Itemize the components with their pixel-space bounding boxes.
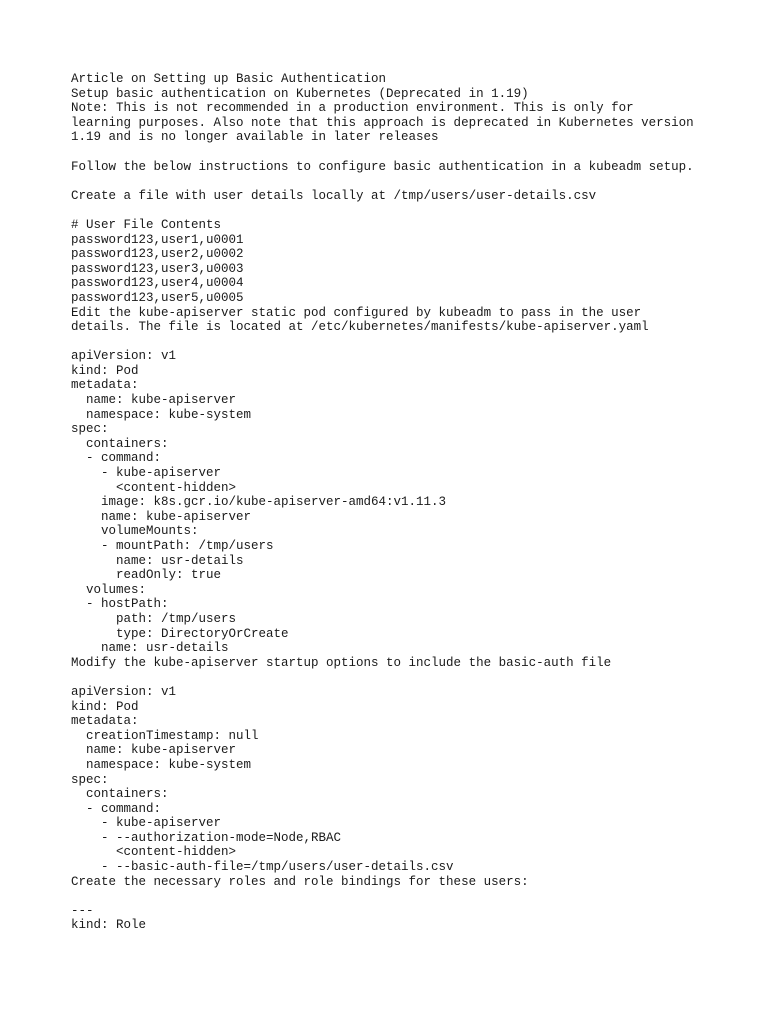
text-line: kind: Pod	[71, 699, 139, 714]
text-line: volumes:	[71, 582, 147, 597]
text-line: Follow the below instructions to configure basic authentication in a kubeadm setup.	[71, 159, 694, 174]
text-line: password123,user3,u0003	[71, 261, 244, 276]
text-line: password123,user5,u0005	[71, 290, 244, 305]
text-line: - mountPath: /tmp/users	[71, 539, 274, 553]
text-line: - kube-apiserver	[71, 466, 222, 481]
text-line: learning purposes. Also note that this approach is deprecated in Kubernetes version	[71, 115, 694, 130]
text-line: Article on Setting up Basic Authentication	[71, 72, 387, 86]
text-line: volumeMounts:	[71, 524, 199, 539]
text-line: metadata:	[71, 714, 139, 729]
text-line: password123,user4,u0004	[71, 276, 244, 291]
text-line: kind: Role	[71, 918, 147, 933]
text-line: namespace: kube-system	[71, 757, 252, 772]
text-line: password123,user2,u0002	[71, 247, 244, 262]
text-line: kind: Pod	[71, 363, 139, 378]
text-line: path: /tmp/users	[71, 611, 237, 626]
text-line: - hostPath:	[71, 597, 169, 612]
text-line: apiVersion: v1	[71, 684, 177, 699]
text-line: Note: This is not recommended in a production environment. This is only for	[71, 101, 634, 116]
text-line: name: kube-apiserver	[71, 743, 237, 758]
blank-line	[71, 335, 751, 350]
text-line: - command:	[71, 451, 162, 466]
text-line: Create a file with user details locally at /tmp/users/user-details.csv	[71, 188, 597, 203]
text-line: password123,user1,u0001	[71, 232, 244, 247]
blank-line	[71, 889, 751, 904]
text-line: type: DirectoryOrCreate	[71, 626, 289, 641]
document-body	[71, 72, 751, 933]
text-line: - kube-apiserver	[71, 816, 222, 831]
text-line: Create the necessary roles and role bindings for these users:	[71, 874, 529, 889]
text-line: # User File Contents	[71, 217, 222, 232]
text-line: namespace: kube-system	[71, 407, 252, 422]
text-line: creationTimestamp: null	[71, 728, 259, 743]
text-line: <content-hidden>	[71, 845, 237, 860]
text-line: readOnly: true	[71, 568, 222, 583]
text-line: metadata:	[71, 378, 139, 393]
text-line: name: usr-details	[71, 553, 244, 568]
blank-line	[71, 174, 751, 189]
text-line: Setup basic authentication on Kubernetes (Deprecated in 1.19)	[71, 86, 529, 101]
text-line: name: kube-apiserver	[71, 393, 237, 408]
text-line: containers:	[71, 436, 169, 451]
text-line: 1.19 and is no longer available in later releases	[71, 130, 439, 145]
blank-line	[71, 145, 751, 160]
text-line: name: usr-details	[71, 641, 229, 656]
text-line: - --basic-auth-file=/tmp/users/user-details.csv	[71, 860, 454, 875]
text-line: apiVersion: v1	[71, 349, 177, 364]
text-line: <content-hidden>	[71, 480, 237, 495]
text-line: spec:	[71, 772, 109, 787]
text-line: name: kube-apiserver	[71, 509, 252, 524]
text-line: details. The file is located at /etc/kubernetes/manifests/kube-apiserver.yaml	[71, 320, 649, 335]
blank-line	[71, 670, 751, 685]
blank-line	[71, 203, 751, 218]
text-line: - --authorization-mode=Node,RBAC	[71, 830, 342, 845]
text-line: Edit the kube-apiserver static pod configured by kubeadm to pass in the user	[71, 305, 642, 320]
text-line: containers:	[71, 787, 169, 802]
text-line: image: k8s.gcr.io/kube-apiserver-amd64:v1.11.3	[71, 495, 447, 510]
text-line: Modify the kube-apiserver startup options to include the basic-auth file	[71, 655, 612, 670]
text-line: ---	[71, 903, 94, 918]
text-line: spec:	[71, 422, 109, 437]
text-line: - command:	[71, 801, 162, 816]
